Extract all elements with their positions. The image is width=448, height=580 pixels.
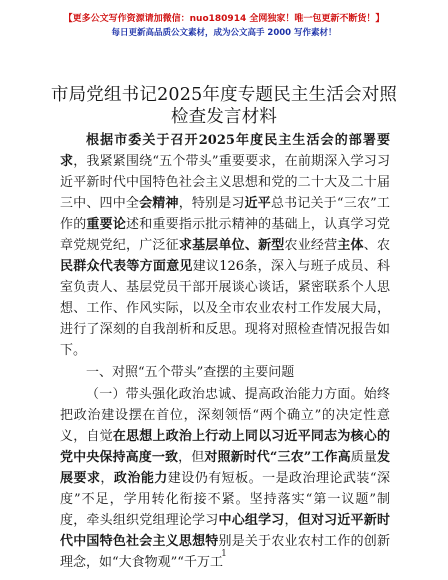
- intro-text-segment: 重要论: [86, 217, 127, 232]
- subsection-text-segment: ，: [100, 471, 114, 486]
- subsection-text-segment: 政治能力: [113, 471, 168, 486]
- promo-banner-line-1: 【更多公文写作资源请加微信：nuo180914 全网独家！唯一包更新不断货！】: [63, 14, 385, 24]
- subsection-text-segment: ，但: [178, 450, 205, 465]
- intro-text-segment: 建议126条，深入与班子成员、科室负责人、基层党员干部开展谈心谈话，紧密联系个人思想、工作、作风实际，以及全市农业农村工作发展大局，进行了深刻的自我剖析和反思。现将对照检查情况报告如下。: [60, 259, 390, 358]
- subsection-text-segment: 建设仍有短板。一是政治理论武装“深度”不足，学用转化衔接不紧。坚持落实“第一议题”制度，牵头组织党组理论学习: [60, 471, 390, 528]
- subsection-text-segment: 动上同以习近平同志为核心的党中央保持高度一致: [60, 429, 390, 465]
- intro-text-segment: 主体: [337, 238, 364, 253]
- intro-text-segment: 总书记关于“三农”工作的: [60, 196, 390, 232]
- subsection-text-segment: 中心组学习: [218, 513, 285, 528]
- subsection-text-segment: （一）带头强化政治忠诚、提高政治能力方面。始终把政治建设摆在首位，深刻领悟“两个确立”的决定性意义，自觉: [60, 387, 390, 444]
- promo-banner-line-2: 每日更新高品质公文素材，成为公文高手 2000 写作素材！: [111, 28, 337, 38]
- intro-text-segment: ，我紧紧围绕“五个带头”重要要求，在前期深入学习习近平新时代中国特色社会主义思想和党的二十大及二十届三中、四中全: [60, 154, 390, 211]
- intro-text-segment: 根据市委关于召开2025年度民主生活会的部署要求: [60, 133, 390, 169]
- intro-text-segment: 农业经营: [284, 238, 338, 253]
- subsection-text-segment: 对照新时代“三农”工作高: [204, 450, 351, 465]
- intro-text-segment: 近平: [244, 196, 271, 211]
- subsection-text-segment: 发展要求: [60, 450, 390, 486]
- intro-text-segment: 会精神: [139, 196, 179, 211]
- intro-text-segment: 求基层单位、新型: [178, 238, 285, 253]
- intro-text-segment: 、农: [363, 238, 390, 253]
- subsection-text-segment: ，: [284, 513, 298, 528]
- document-body: [60, 130, 390, 573]
- subsection-text-segment: 但对习近平新时代中国特色社会主义思想特: [60, 513, 390, 549]
- intro-paragraph: [60, 130, 390, 361]
- page-number: 1: [221, 549, 227, 559]
- document-title: 市局党组书记2025年度专题民主生活会对照检查发言材料: [50, 85, 398, 127]
- subsection-text-segment: 在思想上政治上行: [112, 429, 219, 444]
- subsection-text-segment: 质量: [350, 450, 377, 465]
- subsection-paragraph: [60, 384, 390, 573]
- section-heading: 一、对照“五个带头”查摆的主要问题: [86, 365, 295, 380]
- intro-text-segment: 述和重要指示批示精神的基础上，认真学习党章党规党纪，广泛征: [60, 217, 390, 253]
- intro-text-segment: 民群众代表等方面意见: [60, 259, 193, 274]
- subsection-text-segment: 别是关于农业农村工作的创新理念，如“大食物观”“千万工: [60, 534, 390, 570]
- intro-text-segment: ，特别是习: [178, 196, 245, 211]
